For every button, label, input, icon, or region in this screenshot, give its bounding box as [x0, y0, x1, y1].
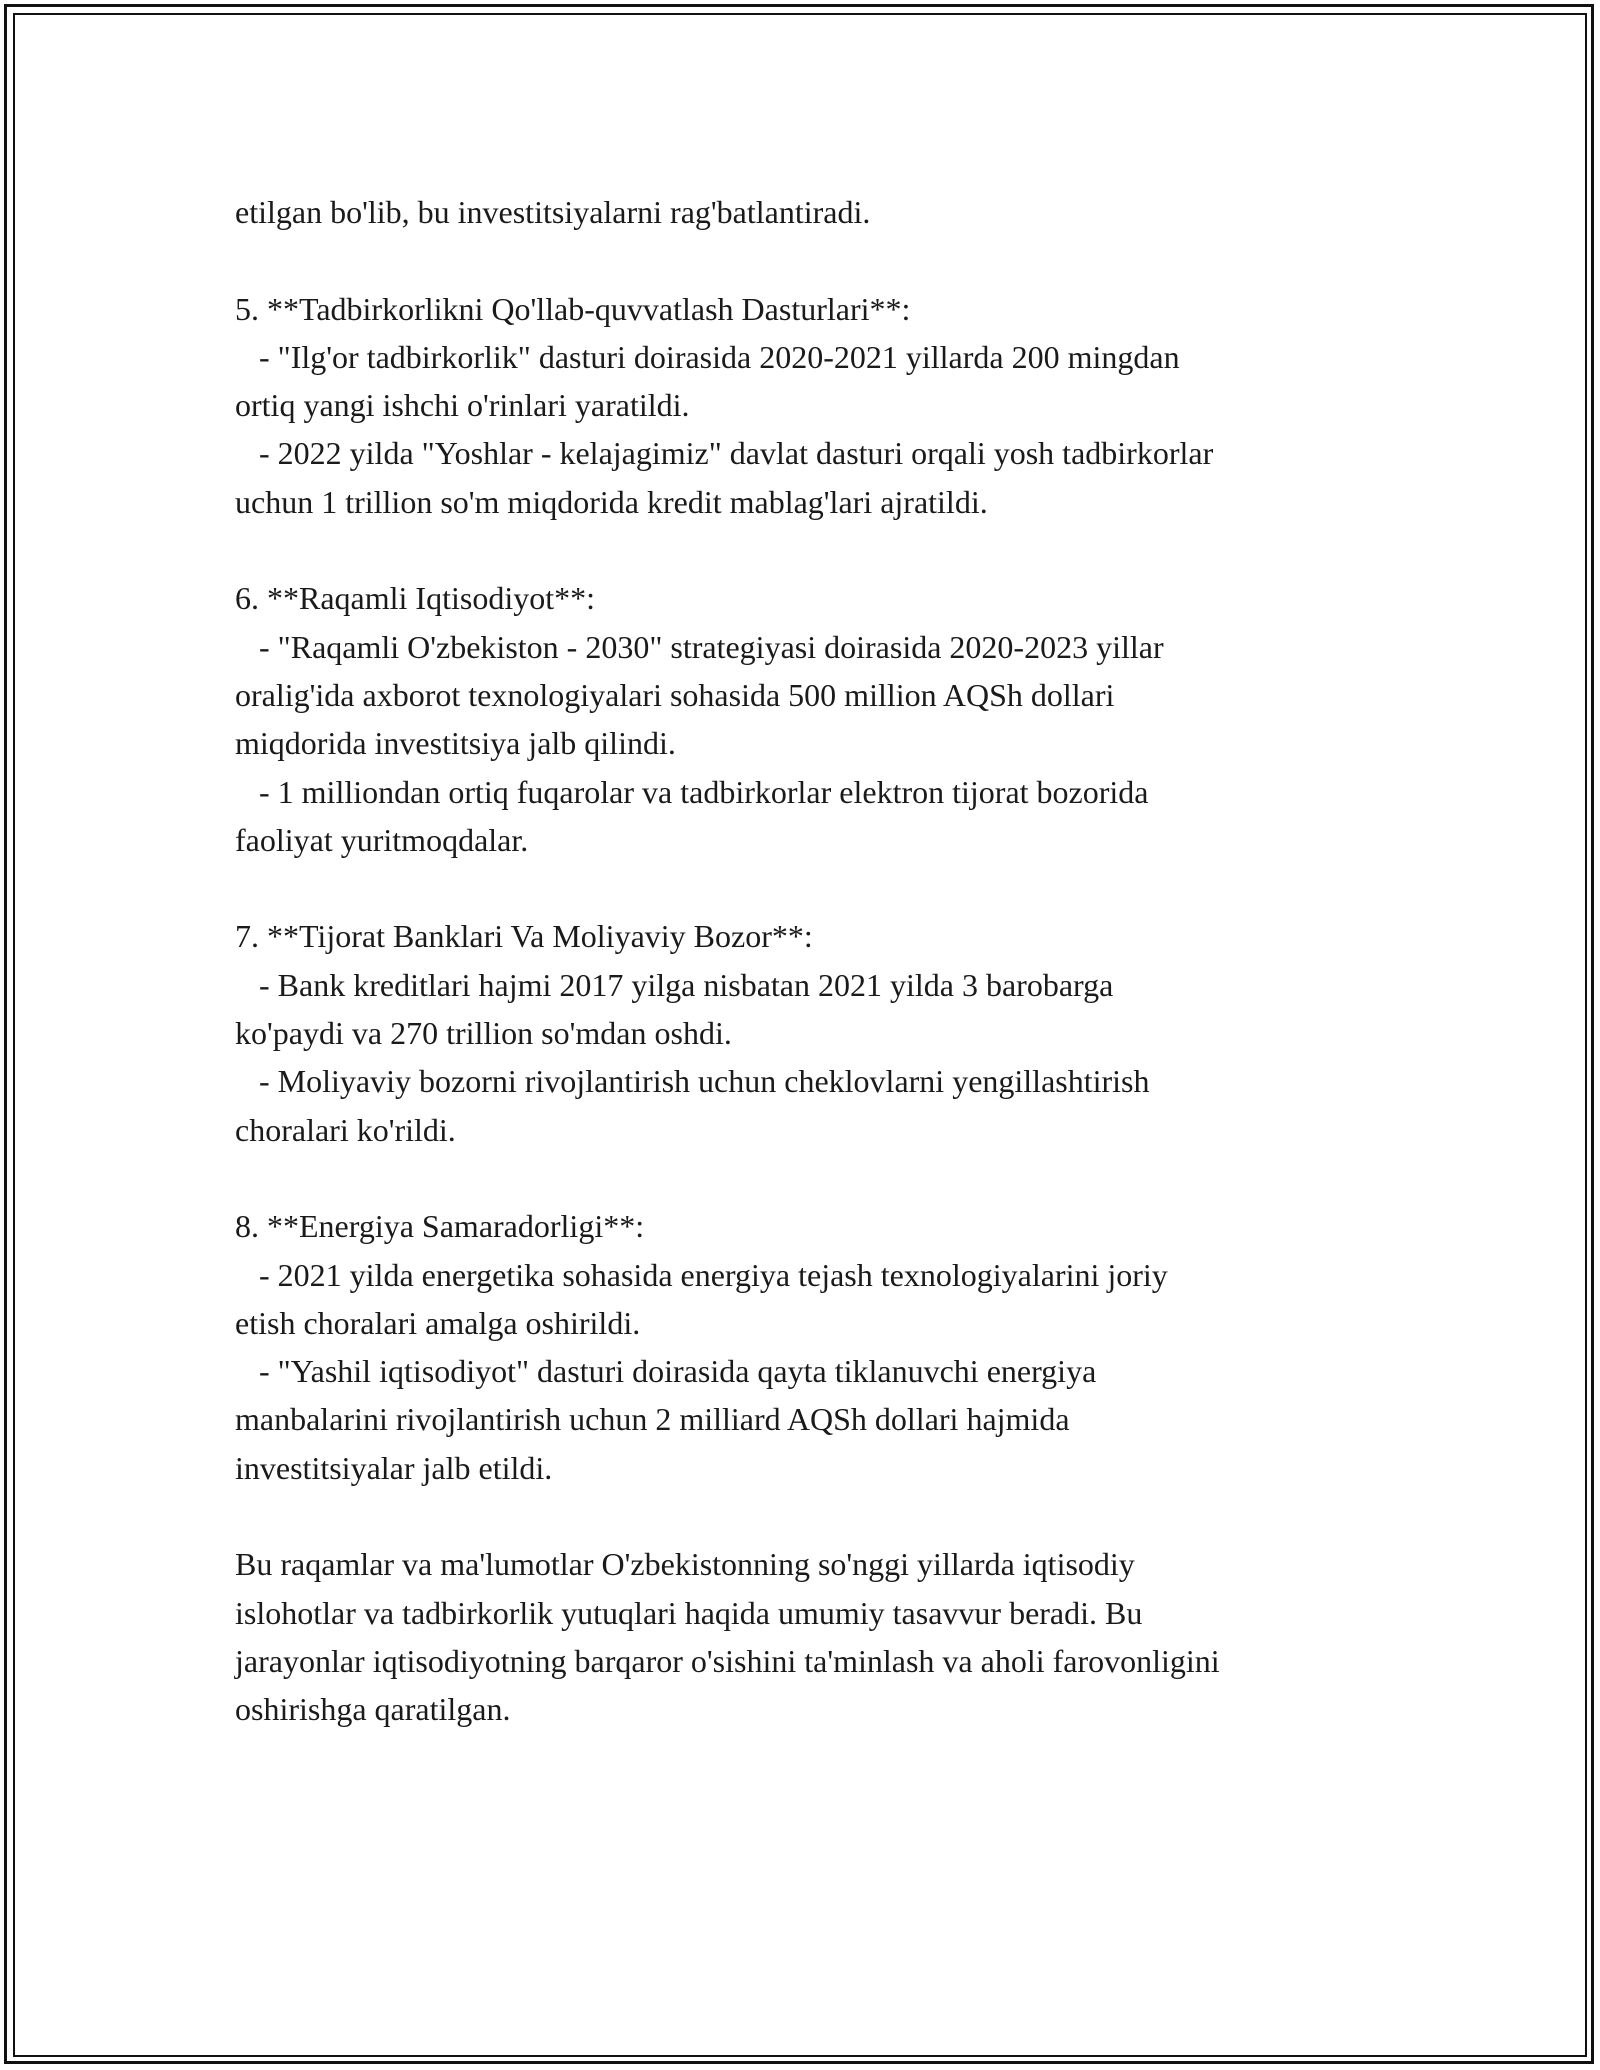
document-body: [235, 188, 1415, 1734]
section-line: choralari ko'rildi.: [235, 1111, 456, 1148]
conclusion-line: islohotlar va tadbirkorlik yutuqlari haqida umumiy tasavvur beradi. Bu: [235, 1594, 1143, 1631]
section-line: - "Ilg'or tadbirkorlik" dasturi doirasida 2020-2021 yillarda 200 mingdan: [235, 338, 1180, 375]
section-line: - Bank kreditlari hajmi 2017 yilga nisbatan 2021 yilda 3 barobarga: [235, 966, 1114, 1003]
section-line: etish choralari amalga oshirildi.: [235, 1304, 641, 1341]
section-line: manbalarini rivojlantirish uchun 2 milliard AQSh dollari hajmida: [235, 1401, 1070, 1438]
section-line: - "Raqamli O'zbekiston - 2030" strategiyasi doirasida 2020-2023 yillar: [235, 628, 1164, 665]
section-heading: 6. **Raqamli Iqtisodiyot**:: [235, 580, 595, 617]
paragraph-gap: [235, 1154, 1415, 1202]
conclusion-line: jarayonlar iqtisodiyotning barqaror o'sishini ta'minlash va aholi farovonligini: [235, 1642, 1220, 1679]
section-line: uchun 1 trillion so'm miqdorida kredit mablag'lari ajratildi.: [235, 483, 988, 520]
section-heading: 5. **Tadbirkorlikni Qo'llab-quvvatlash Dasturlari**:: [235, 290, 911, 327]
section-line: - 2022 yilda "Yoshlar - kelajagimiz" davlat dasturi orqali yosh tadbirkorlar: [235, 435, 1214, 472]
section-line: - Moliyaviy bozorni rivojlantirish uchun cheklovlarni yengillashtirish: [235, 1063, 1150, 1100]
section-heading: 8. **Energiya Samaradorligi**:: [235, 1208, 645, 1245]
section-line: faoliyat yuritmoqdalar.: [235, 821, 529, 858]
conclusion-line: oshirishga qaratilgan.: [235, 1691, 511, 1728]
conclusion-line: Bu raqamlar va ma'lumotlar O'zbekistonning so'nggi yillarda iqtisodiy: [235, 1546, 1135, 1583]
paragraph-gap: [235, 526, 1415, 574]
intro-line: etilgan bo'lib, bu investitsiyalarni rag'batlantiradi.: [235, 194, 871, 230]
section-line: ortiq yangi ishchi o'rinlari yaratildi.: [235, 387, 690, 424]
section-line: - "Yashil iqtisodiyot" dasturi doirasida qayta tiklanuvchi energiya: [235, 1353, 1097, 1390]
section-line: miqdorida investitsiya jalb qilindi.: [235, 725, 676, 762]
section-line: oralig'ida axborot texnologiyalari sohasida 500 million AQSh dollari: [235, 676, 1115, 713]
section-line: investitsiyalar jalb etildi.: [235, 1449, 553, 1486]
paragraph-gap: [235, 864, 1415, 912]
paragraph-gap: [235, 236, 1415, 284]
section-line: - 2021 yilda energetika sohasida energiya tejash texnologiyalarini joriy: [235, 1256, 1168, 1293]
paragraph-gap: [235, 1492, 1415, 1540]
section-line: ko'paydi va 270 trillion so'mdan oshdi.: [235, 1015, 732, 1052]
section-heading: 7. **Tijorat Banklari Va Moliyaviy Bozor**:: [235, 918, 813, 955]
section-line: - 1 milliondan ortiq fuqarolar va tadbirkorlar elektron tijorat bozorida: [235, 773, 1149, 810]
